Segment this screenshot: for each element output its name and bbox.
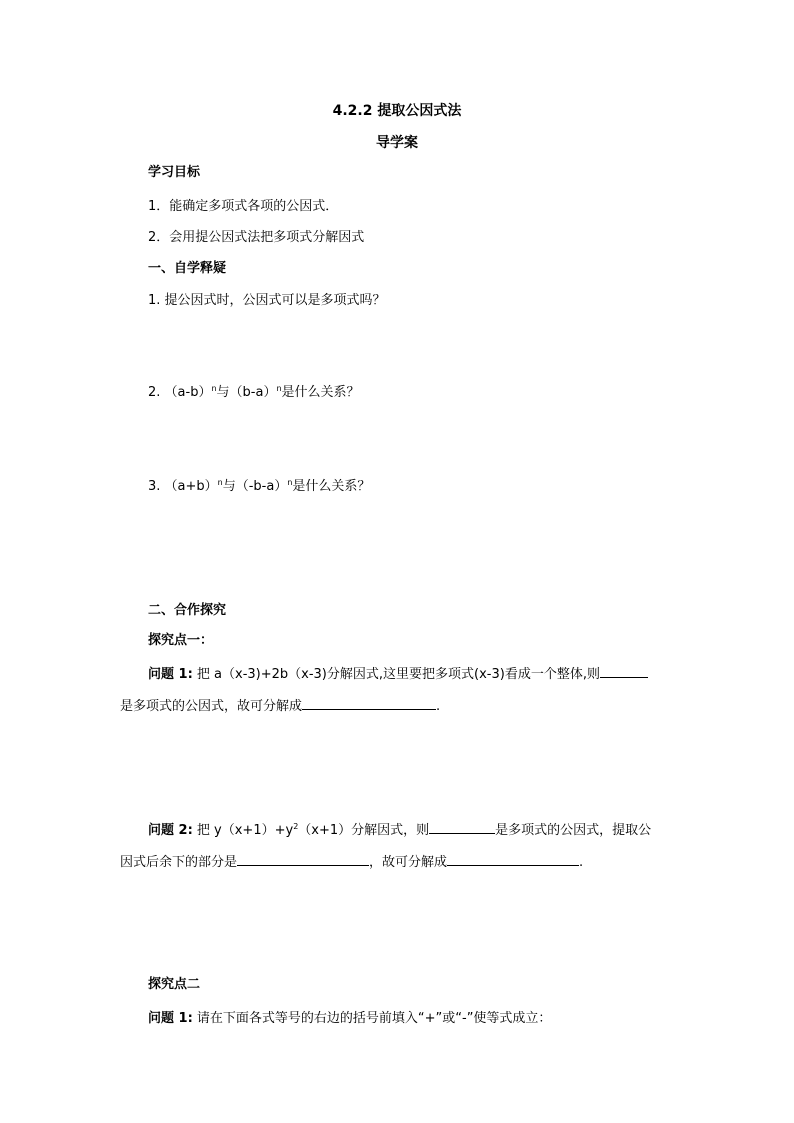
question-2 (148, 384, 360, 402)
exponent: n (287, 478, 293, 487)
problem-1-line-1 (148, 664, 648, 684)
problem-3-line (148, 1010, 551, 1028)
exponent: 2 (293, 822, 299, 831)
learning-goals-heading: 学习目标 (148, 165, 201, 180)
question-3 (148, 478, 370, 496)
problem-text: 因式后余下的部分是 (120, 855, 238, 870)
problem-text: 把 a（x-3)+2b（x-3)分解因式,这里要把多项式(x-3)看成一个整体,则 (192, 667, 600, 682)
problem-text: 是多项式的公因式，故可分解成 (120, 699, 303, 714)
problem-label: 问题 1: (148, 1011, 193, 1026)
answer-blank[interactable] (302, 696, 436, 710)
question-2-part: 是什么关系？ (281, 385, 360, 400)
problem-text: ，故可分解成 (369, 855, 448, 870)
explore-point-2-label: 探究点二 (148, 977, 201, 992)
answer-blank[interactable] (447, 852, 579, 866)
exponent: n (276, 384, 282, 393)
question-3-part: 3. （a+b） (148, 479, 218, 494)
problem-text: 是多项式的公因式，提取公 (495, 823, 652, 838)
question-3-part: 与（-b-a） (222, 479, 288, 494)
question-2-part: 2. （a-b） (148, 385, 212, 400)
section2-heading: 二、合作探究 (148, 603, 227, 618)
question-2-part: 与（b-a） (216, 385, 277, 400)
question-3-part: 是什么关系？ (292, 479, 371, 494)
problem-2-line-1 (148, 820, 651, 840)
problem-text: 请在下面各式等号的右边的括号前填入“+”或“-”使等式成立： (192, 1011, 552, 1026)
learning-goal-item: 2．会用提公因式法把多项式分解因式 (148, 230, 365, 245)
answer-blank[interactable] (600, 664, 648, 678)
problem-text: 把 y（x+1）+y (192, 823, 294, 838)
learning-goal-item: 1．能确定多项式各项的公因式． (148, 199, 339, 214)
document-subtitle: 导学案 (376, 135, 418, 151)
question-1: 1. 提公因式时，公因式可以是多项式吗？ (148, 293, 386, 308)
problem-label: 问题 2: (148, 823, 193, 838)
problem-text: （x+1）分解因式，则 (298, 823, 430, 838)
problem-text: . (436, 699, 441, 714)
problem-text: . (579, 855, 584, 870)
problem-1-line-2 (120, 696, 440, 716)
problem-2-line-2 (120, 852, 583, 872)
exponent: n (217, 478, 223, 487)
answer-blank[interactable] (429, 820, 495, 834)
exponent: n (211, 384, 217, 393)
answer-blank[interactable] (237, 852, 369, 866)
problem-label: 问题 1: (148, 667, 193, 682)
document-title: 4.2.2 提取公因式法 (332, 103, 462, 119)
section1-heading: 一、自学释疑 (148, 261, 227, 276)
explore-point-1-label: 探究点一： (148, 633, 214, 648)
